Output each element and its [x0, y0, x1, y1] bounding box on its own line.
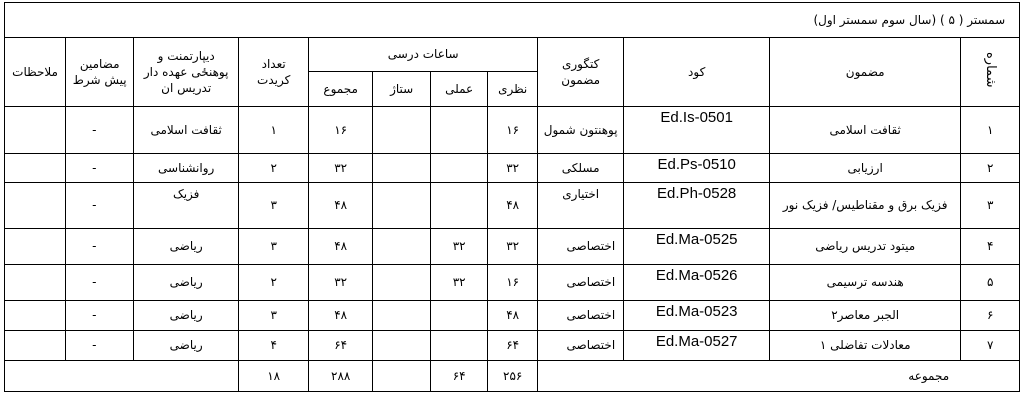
row-practical — [431, 331, 488, 361]
row-total: ۳۲ — [309, 154, 373, 183]
row-prereq: - — [66, 301, 134, 331]
row-department: فزیک — [134, 183, 239, 229]
table-row — [5, 154, 1020, 183]
row-category: اختصاصی — [538, 331, 624, 361]
table-row — [5, 229, 1020, 265]
table-row — [5, 265, 1020, 301]
totals-empty — [5, 361, 239, 392]
row-theory: ۴۸ — [488, 301, 538, 331]
row-internship — [373, 301, 431, 331]
row-notes — [5, 301, 66, 331]
header-code: کود — [624, 38, 770, 107]
row-total: ۴۸ — [309, 229, 373, 265]
row-practical — [431, 107, 488, 154]
row-total: ۶۴ — [309, 331, 373, 361]
row-department: ریاضی — [134, 229, 239, 265]
row-notes — [5, 331, 66, 361]
row-number: ۵ — [961, 265, 1020, 301]
row-internship — [373, 331, 431, 361]
row-practical — [431, 154, 488, 183]
header-number: شماره — [961, 38, 1020, 107]
row-prereq: - — [66, 107, 134, 154]
header-category: کتگوری مضمون — [538, 38, 624, 107]
row-code: Ed.Is-0501 — [624, 107, 770, 154]
row-category: اختصاصی — [538, 229, 624, 265]
totals-theory: ۲۵۶ — [488, 361, 538, 392]
totals-practical: ۶۴ — [431, 361, 488, 392]
row-internship — [373, 265, 431, 301]
row-notes — [5, 229, 66, 265]
row-prereq: - — [66, 183, 134, 229]
header-total: مجموع — [309, 72, 373, 107]
row-theory: ۶۴ — [488, 331, 538, 361]
header-hours: ساعات درسی — [309, 38, 538, 72]
row-practical: ۳۲ — [431, 265, 488, 301]
row-department: ریاضی — [134, 331, 239, 361]
row-number: ۷ — [961, 331, 1020, 361]
row-code: Ed.Ma-0526 — [624, 265, 770, 301]
row-total: ۴۸ — [309, 183, 373, 229]
header-prereq: مضامین پیش شرط — [66, 38, 134, 107]
row-credits: ۴ — [239, 331, 309, 361]
row-notes — [5, 107, 66, 154]
row-practical — [431, 301, 488, 331]
header-practical: عملی — [431, 72, 488, 107]
row-notes — [5, 265, 66, 301]
row-credits: ۳ — [239, 301, 309, 331]
row-subject: ارزیابی — [770, 154, 961, 183]
row-theory: ۱۶ — [488, 265, 538, 301]
row-number: ۶ — [961, 301, 1020, 331]
row-department: ریاضی — [134, 265, 239, 301]
semester-title: سمستر ( ۵ ) (سال سوم سمستر اول) — [5, 3, 1020, 38]
row-credits: ۲ — [239, 154, 309, 183]
row-internship — [373, 183, 431, 229]
row-number: ۳ — [961, 183, 1020, 229]
header-notes: ملاحظات — [5, 38, 66, 107]
row-category: مسلکی — [538, 154, 624, 183]
row-number: ۲ — [961, 154, 1020, 183]
row-credits: ۱ — [239, 107, 309, 154]
table-row — [5, 301, 1020, 331]
table-row — [5, 107, 1020, 154]
row-subject: ثقافت اسلامی — [770, 107, 961, 154]
row-code: Ed.Ma-0527 — [624, 331, 770, 361]
row-category: پوهنتون شمول — [538, 107, 624, 154]
row-theory: ۴۸ — [488, 183, 538, 229]
row-department: ریاضی — [134, 301, 239, 331]
row-code: Ed.Ph-0528 — [624, 183, 770, 229]
header-internship: ستاژ — [373, 72, 431, 107]
row-notes — [5, 183, 66, 229]
row-internship — [373, 229, 431, 265]
row-credits: ۳ — [239, 183, 309, 229]
totals-row — [5, 361, 1020, 392]
row-number: ۱ — [961, 107, 1020, 154]
row-department: روانشناسی — [134, 154, 239, 183]
row-subject: معادلات تفاضلی ۱ — [770, 331, 961, 361]
header-subject: مضمون — [770, 38, 961, 107]
row-subject: هندسه ترسیمی — [770, 265, 961, 301]
row-category: اختیاری — [538, 183, 624, 229]
header-department: دیپارتمنت و پوهنځی عهده دار تدریس ان — [134, 38, 239, 107]
row-department: ثقافت اسلامی — [134, 107, 239, 154]
row-code: Ed.Ma-0525 — [624, 229, 770, 265]
row-prereq: - — [66, 265, 134, 301]
row-subject: فزیک برق و مقناطیس/ فزیک نور — [770, 183, 961, 229]
header-credits: تعداد کریدت — [239, 38, 309, 107]
table-row — [5, 183, 1020, 229]
row-notes — [5, 154, 66, 183]
row-theory: ۳۲ — [488, 154, 538, 183]
row-credits: ۲ — [239, 265, 309, 301]
row-subject: الجبر معاصر۲ — [770, 301, 961, 331]
row-practical — [431, 183, 488, 229]
row-total: ۳۲ — [309, 265, 373, 301]
table-row — [5, 331, 1020, 361]
row-prereq: - — [66, 331, 134, 361]
curriculum-table — [4, 2, 1020, 392]
row-theory: ۳۲ — [488, 229, 538, 265]
row-internship — [373, 154, 431, 183]
header-theory: نظری — [488, 72, 538, 107]
totals-internship — [373, 361, 431, 392]
row-number: ۴ — [961, 229, 1020, 265]
row-internship — [373, 107, 431, 154]
row-prereq: - — [66, 154, 134, 183]
row-theory: ۱۶ — [488, 107, 538, 154]
row-code: Ed.Ma-0523 — [624, 301, 770, 331]
row-code: Ed.Ps-0510 — [624, 154, 770, 183]
row-total: ۴۸ — [309, 301, 373, 331]
totals-credits: ۱۸ — [239, 361, 309, 392]
row-credits: ۳ — [239, 229, 309, 265]
row-category: اختصاصی — [538, 265, 624, 301]
totals-label: مجموعه — [538, 361, 1020, 392]
row-total: ۱۶ — [309, 107, 373, 154]
row-practical: ۳۲ — [431, 229, 488, 265]
totals-total: ۲۸۸ — [309, 361, 373, 392]
row-prereq: - — [66, 229, 134, 265]
row-category: اختصاصی — [538, 301, 624, 331]
row-subject: میتود تدریس ریاضی — [770, 229, 961, 265]
